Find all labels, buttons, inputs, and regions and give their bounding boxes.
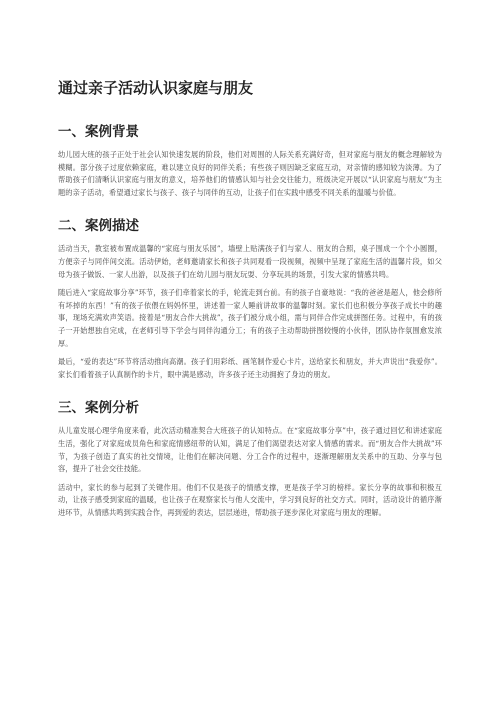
section-description: [58, 217, 442, 381]
paragraph: 活动当天，教室被布置成温馨的“家庭与朋友乐园”，墙壁上贴满孩子们与家人、朋友的合照，桌子围成一个个小圆圈，方便亲子与同伴间交流。活动伊始，老师邀请家长和孩子共同观看一段视频，视频中呈现了家庭生活的温馨片段，如父母为孩子做饭、一家人出游，以及孩子们在幼儿园与朋友玩耍、分享玩具的场景，引发大家的情感共鸣。: [58, 244, 442, 279]
paragraph: 最后，“爱的表达”环节将活动推向高潮。孩子们用彩纸、画笔制作爱心卡片，送给家长和朋友，并大声说出“我爱你”。家长们看着孩子认真制作的卡片，眼中满是感动，许多孩子还主动拥抱了身边的朋友。: [58, 357, 442, 379]
paragraph: 随后进入“家庭故事分享”环节，孩子们牵着家长的手，轮流走到台前。有的孩子自豪地说：“我的爸爸是超人，他会修所有坏掉的东西！”有的孩子依偎在妈妈怀里，讲述着一家人睡前讲故事的温馨时刻。家长们也积极分享孩子成长中的趣事，现场充满欢声笑语。接着是“朋友合作大挑战”，孩子们被分成小组，需与同伴合作完成拼图任务。过程中，有的孩子一开始想独自完成，在老师引导下学会与同伴沟通分工；有的孩子主动帮助拼图较慢的小伙伴，团队协作氛围愈发浓厚。: [58, 288, 442, 348]
section-heading: 一、案例背景: [58, 124, 139, 140]
paragraph: 活动中，家长的参与起到了关键作用。他们不仅是孩子的情感支撑，更是孩子学习的榜样。家长分享的故事和积极互动，让孩子感受到家庭的温暖，也让孩子在观察家长与他人交流中，学习到良好的社交方式。同时，活动设计的循序渐进环节，从情感共鸣到实践合作，再到爱的表达，层层递进，帮助孩子逐步深化对家庭与朋友的理解。: [58, 482, 442, 517]
paragraph: 从儿童发展心理学角度来看，此次活动精准契合大班孩子的认知特点。在“家庭故事分享”中，孩子通过回忆和讲述家庭生活，强化了对家庭成员角色和家庭情感纽带的认知，满足了他们渴望表达对家人情感的需求。而“朋友合作大挑战”环节，为孩子创造了真实的社交情境，让他们在解决问题、分工合作的过程中，逐渐理解朋友关系中的互助、分享与包容，提升了社会交往技能。: [58, 426, 442, 474]
section-analysis: [58, 399, 442, 519]
document-title: 通过亲子活动认识家庭与朋友: [58, 79, 254, 97]
section-heading: 二、案例描述: [58, 218, 139, 235]
paragraph: 幼儿园大班的孩子正处于社会认知快速发展的阶段，他们对周围的人际关系充满好奇，但对家庭与朋友的概念理解较为模糊。部分孩子过度依赖家庭，难以建立良好的同伴关系；有些孩子则因缺乏家庭互动，对亲情的感知较为淡薄。为了帮助孩子们清晰认识家庭与朋友的意义，培养他们的情感认知与社会交往能力，班级决定开展以“认识家庭与朋友”为主题的亲子活动，希望通过家长与孩子、孩子与同伴的互动，让孩子们在实践中感受不同关系的温暖与价值。: [58, 150, 442, 197]
section-background: [58, 123, 442, 199]
section-heading: 三、案例分析: [58, 400, 139, 417]
